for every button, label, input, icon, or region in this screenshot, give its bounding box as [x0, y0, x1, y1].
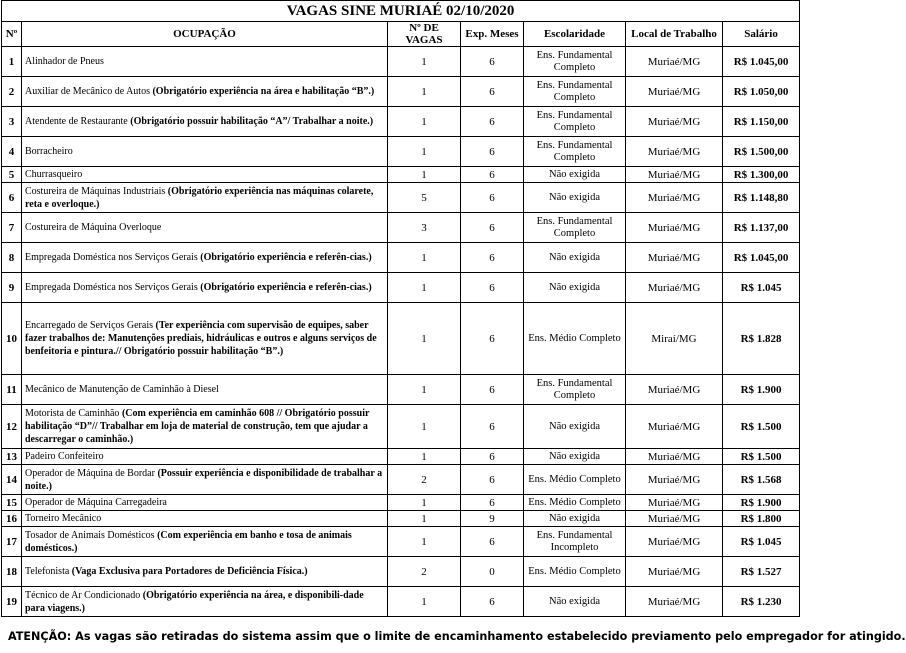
vacancies-cell: 2: [388, 465, 461, 495]
education-cell: Ens. Médio Completo: [524, 557, 626, 587]
header-num: Nº: [2, 22, 22, 47]
table-row: [2, 465, 800, 495]
education-cell: Ens. Médio Completo: [524, 495, 626, 511]
row-number: 3: [2, 107, 22, 137]
workplace-cell: Muriaé/MG: [626, 273, 723, 303]
experience-cell: 6: [461, 465, 524, 495]
occupation-title: Torneiro Mecânico: [25, 513, 102, 524]
occupation-cell: [22, 183, 388, 213]
occupation-requirements: (Obrigatório experiência nas máquinas colarete, reta e overloque.): [25, 185, 374, 210]
experience-cell: 6: [461, 137, 524, 167]
occupation-cell: [22, 77, 388, 107]
salary-cell: R$ 1.500: [723, 405, 800, 449]
workplace-cell: Miraí/MG: [626, 303, 723, 375]
row-number: 12: [2, 405, 22, 449]
page-title: VAGAS SINE MURIAÉ 02/10/2020: [2, 1, 800, 22]
occupation-title: Telefonista: [25, 566, 70, 577]
occupation-title: Padeiro Confeiteiro: [25, 451, 104, 462]
occupation-requirements: (Obrigatório possuir habilitação “A”/ Trabalhar a noite.): [130, 116, 374, 127]
header-vagas: Nº DE VAGAS: [388, 22, 461, 47]
table-row: [2, 107, 800, 137]
education-cell: Não exigida: [524, 587, 626, 617]
occupation-cell: [22, 243, 388, 273]
row-number: 11: [2, 375, 22, 405]
header-exp: Exp. Meses: [461, 22, 524, 47]
row-number: 14: [2, 465, 22, 495]
occupation-title: Atendente de Restaurante: [25, 116, 128, 127]
vacancies-cell: 1: [388, 243, 461, 273]
education-cell: Não exigida: [524, 511, 626, 527]
experience-cell: 6: [461, 587, 524, 617]
occupation-requirements: (Com experiência em banho e tosa de animais domésticos.): [25, 529, 352, 554]
occupation-cell: [22, 213, 388, 243]
header-salario: Salário: [723, 22, 800, 47]
salary-cell: R$ 1.045,00: [723, 243, 800, 273]
experience-cell: 6: [461, 273, 524, 303]
table-row: [2, 183, 800, 213]
table-row: [2, 47, 800, 77]
experience-cell: 6: [461, 303, 524, 375]
table-row: [2, 273, 800, 303]
workplace-cell: Muriaé/MG: [626, 137, 723, 167]
occupation-cell: [22, 167, 388, 183]
row-number: 6: [2, 183, 22, 213]
occupation-cell: [22, 465, 388, 495]
education-cell: Ens. Médio Completo: [524, 303, 626, 375]
row-number: 5: [2, 167, 22, 183]
experience-cell: 6: [461, 47, 524, 77]
education-cell: Não exigida: [524, 273, 626, 303]
salary-cell: R$ 1.568: [723, 465, 800, 495]
table-row: [2, 495, 800, 511]
occupation-requirements: (Ter experiência com supervisão de equipes, saber fazer trabalhos de: Manutenções prediais, hidráulicas e outros e alguns serviços de benfeitoria e pintura.// Obrigatório possuir habilitação “B”.): [25, 320, 377, 357]
occupation-title: Auxiliar de Mecânico de Autos: [25, 86, 150, 97]
table-header-row: [2, 22, 800, 47]
vacancies-cell: 1: [388, 303, 461, 375]
experience-cell: 6: [461, 405, 524, 449]
occupation-cell: [22, 557, 388, 587]
occupation-title: Alinhador de Pneus: [25, 56, 104, 67]
vacancies-cell: 1: [388, 167, 461, 183]
table-row: [2, 405, 800, 449]
footer-notice: ATENÇÃO: As vagas são retiradas do sistema assim que o limite de encaminhamento estabelecido previamento pelo empregador for atingido.: [8, 630, 906, 643]
occupation-cell: [22, 137, 388, 167]
row-number: 9: [2, 273, 22, 303]
education-cell: Não exigida: [524, 167, 626, 183]
workplace-cell: Muriaé/MG: [626, 375, 723, 405]
workplace-cell: Muriaé/MG: [626, 243, 723, 273]
table-row: [2, 167, 800, 183]
experience-cell: 0: [461, 557, 524, 587]
header-escolaridade: Escolaridade: [524, 22, 626, 47]
occupation-title: Empregada Doméstica nos Serviços Gerais: [25, 282, 198, 293]
occupation-title: Operador de Máquina Carregadeira: [25, 497, 167, 508]
salary-cell: R$ 1.045: [723, 527, 800, 557]
row-number: 17: [2, 527, 22, 557]
experience-cell: 6: [461, 107, 524, 137]
salary-cell: R$ 1.150,00: [723, 107, 800, 137]
vacancies-cell: 3: [388, 213, 461, 243]
occupation-title: Motorista de Caminhão: [25, 408, 120, 419]
workplace-cell: Muriaé/MG: [626, 527, 723, 557]
workplace-cell: Muriaé/MG: [626, 167, 723, 183]
experience-cell: 6: [461, 77, 524, 107]
occupation-cell: [22, 527, 388, 557]
row-number: 2: [2, 77, 22, 107]
row-number: 10: [2, 303, 22, 375]
education-cell: Ens. Fundamental Completo: [524, 213, 626, 243]
workplace-cell: Muriaé/MG: [626, 587, 723, 617]
education-cell: Ens. Fundamental Completo: [524, 137, 626, 167]
occupation-cell: [22, 405, 388, 449]
occupation-cell: [22, 375, 388, 405]
table-row: [2, 587, 800, 617]
education-cell: Ens. Fundamental Completo: [524, 107, 626, 137]
workplace-cell: Muriaé/MG: [626, 213, 723, 243]
occupation-title: Encarregado de Serviços Gerais: [25, 320, 153, 331]
occupation-title: Borracheiro: [25, 146, 73, 157]
occupation-title: Operador de Máquina de Bordar: [25, 467, 155, 479]
table-row: [2, 77, 800, 107]
salary-cell: R$ 1.800: [723, 511, 800, 527]
row-number: 18: [2, 557, 22, 587]
table-row: [2, 375, 800, 405]
vacancies-cell: 1: [388, 77, 461, 107]
vacancies-cell: 1: [388, 375, 461, 405]
workplace-cell: Muriaé/MG: [626, 557, 723, 587]
occupation-title: Churrasqueiro: [25, 169, 83, 180]
occupation-requirements: (Obrigatório experiência na área e habilitação “B”.): [152, 86, 375, 97]
occupation-requirements: (Obrigatório experiência e referên-cias.): [200, 282, 372, 293]
occupation-cell: [22, 273, 388, 303]
salary-cell: R$ 1.900: [723, 495, 800, 511]
salary-cell: R$ 1.230: [723, 587, 800, 617]
occupation-requirements: (Obrigatório experiência na área, e disponibili-dade para viagens.): [25, 589, 364, 614]
experience-cell: 6: [461, 243, 524, 273]
experience-cell: 6: [461, 183, 524, 213]
row-number: 13: [2, 449, 22, 465]
experience-cell: 6: [461, 375, 524, 405]
row-number: 16: [2, 511, 22, 527]
education-cell: Não exigida: [524, 183, 626, 213]
table-row: [2, 449, 800, 465]
occupation-title: Empregada Doméstica nos Serviços Gerais: [25, 252, 198, 263]
occupation-title: Costureira de Máquinas Industriais: [25, 185, 166, 197]
salary-cell: R$ 1.137,00: [723, 213, 800, 243]
header-local: Local de Trabalho: [626, 22, 723, 47]
row-number: 7: [2, 213, 22, 243]
salary-cell: R$ 1.900: [723, 375, 800, 405]
vacancies-cell: 1: [388, 137, 461, 167]
row-number: 15: [2, 495, 22, 511]
occupation-cell: [22, 47, 388, 77]
vacancies-cell: 1: [388, 273, 461, 303]
education-cell: Não exigida: [524, 243, 626, 273]
education-cell: Ens. Médio Completo: [524, 465, 626, 495]
experience-cell: 9: [461, 511, 524, 527]
table-row: [2, 511, 800, 527]
vacancies-cell: 5: [388, 183, 461, 213]
experience-cell: 6: [461, 167, 524, 183]
salary-cell: R$ 1.500,00: [723, 137, 800, 167]
table-row: [2, 303, 800, 375]
occupation-cell: [22, 449, 388, 465]
table-row: [2, 243, 800, 273]
salary-cell: R$ 1.045,00: [723, 47, 800, 77]
vacancies-cell: 1: [388, 527, 461, 557]
occupation-title: Tosador de Animais Domésticos: [25, 529, 155, 541]
occupation-requirements: (Possuir experiência e disponibilidade de trabalhar a noite.): [25, 467, 383, 492]
occupation-cell: [22, 303, 388, 375]
occupation-requirements: (Vaga Exclusiva para Portadores de Deficiência Física.): [71, 566, 308, 577]
workplace-cell: Muriaé/MG: [626, 405, 723, 449]
job-vacancies-table: [1, 0, 800, 617]
education-cell: Ens. Fundamental Completo: [524, 77, 626, 107]
workplace-cell: Muriaé/MG: [626, 465, 723, 495]
occupation-requirements: (Obrigatório experiência e referên-cias.): [200, 252, 372, 263]
table-row: [2, 527, 800, 557]
experience-cell: 6: [461, 449, 524, 465]
table-body: [2, 47, 800, 617]
workplace-cell: Muriaé/MG: [626, 47, 723, 77]
education-cell: Ens. Fundamental Completo: [524, 375, 626, 405]
salary-cell: R$ 1.050,00: [723, 77, 800, 107]
vacancies-cell: 1: [388, 405, 461, 449]
salary-cell: R$ 1.828: [723, 303, 800, 375]
workplace-cell: Muriaé/MG: [626, 495, 723, 511]
vacancies-cell: 1: [388, 511, 461, 527]
table-row: [2, 137, 800, 167]
occupation-requirements: (Com experiência em caminhão 608 // Obrigatório possuir habilitação “D”// Trabalhar em loja de material de construção, tem que ajudar a descarregar o caminhão.): [25, 408, 370, 445]
experience-cell: 6: [461, 495, 524, 511]
vacancies-cell: 1: [388, 107, 461, 137]
vacancies-cell: 1: [388, 47, 461, 77]
occupation-title: Mecânico de Manutenção de Caminhão à Diesel: [25, 384, 219, 395]
experience-cell: 6: [461, 527, 524, 557]
workplace-cell: Muriaé/MG: [626, 449, 723, 465]
salary-cell: R$ 1.148,80: [723, 183, 800, 213]
table-row: [2, 213, 800, 243]
occupation-cell: [22, 587, 388, 617]
row-number: 4: [2, 137, 22, 167]
workplace-cell: Muriaé/MG: [626, 511, 723, 527]
row-number: 8: [2, 243, 22, 273]
salary-cell: R$ 1.045: [723, 273, 800, 303]
occupation-cell: [22, 495, 388, 511]
occupation-cell: [22, 511, 388, 527]
education-cell: Não exigida: [524, 449, 626, 465]
education-cell: Ens. Fundamental Incompleto: [524, 527, 626, 557]
vacancies-cell: 1: [388, 587, 461, 617]
education-cell: Ens. Fundamental Completo: [524, 47, 626, 77]
row-number: 1: [2, 47, 22, 77]
education-cell: Não exigida: [524, 405, 626, 449]
vacancies-cell: 1: [388, 495, 461, 511]
vacancies-cell: 1: [388, 449, 461, 465]
table-row: [2, 557, 800, 587]
workplace-cell: Muriaé/MG: [626, 77, 723, 107]
occupation-title: Costureira de Máquina Overloque: [25, 222, 162, 233]
header-ocupacao: OCUPAÇÃO: [22, 22, 388, 47]
experience-cell: 6: [461, 213, 524, 243]
occupation-cell: [22, 107, 388, 137]
vacancies-cell: 2: [388, 557, 461, 587]
salary-cell: R$ 1.527: [723, 557, 800, 587]
row-number: 19: [2, 587, 22, 617]
salary-cell: R$ 1.500: [723, 449, 800, 465]
workplace-cell: Muriaé/MG: [626, 183, 723, 213]
salary-cell: R$ 1.300,00: [723, 167, 800, 183]
occupation-title: Técnico de Ar Condicionado: [25, 589, 141, 601]
workplace-cell: Muriaé/MG: [626, 107, 723, 137]
